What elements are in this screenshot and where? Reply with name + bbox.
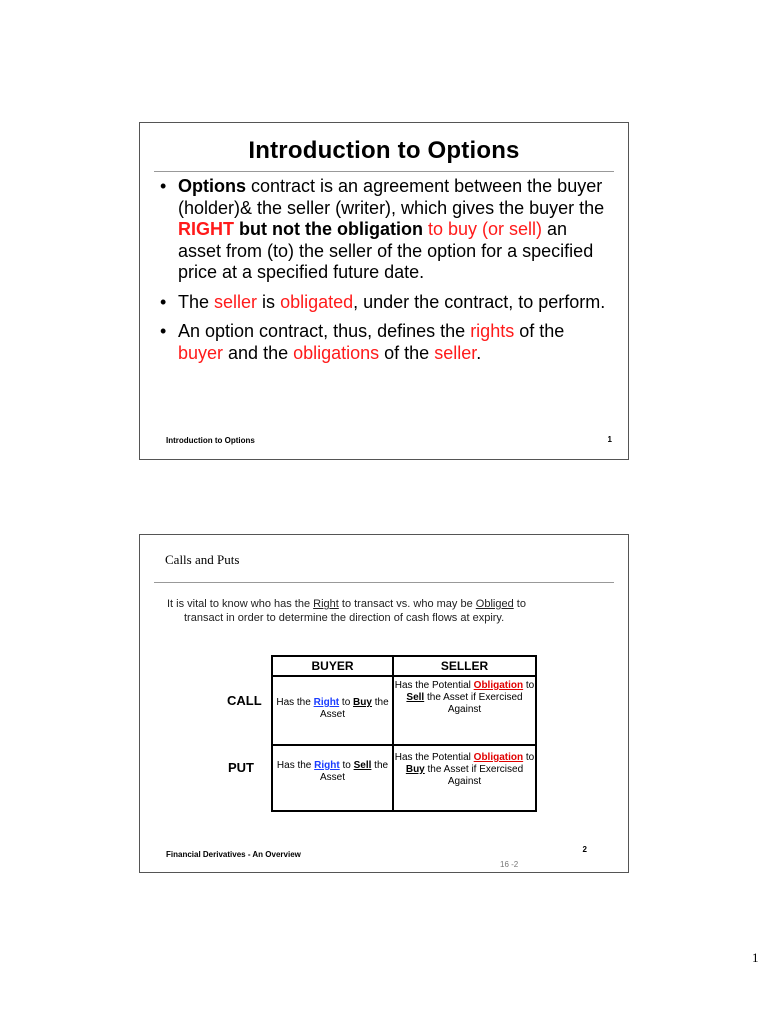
slide-page-number: 2 [582,845,587,854]
bullet-seller-obligated: • The seller is obligated, under the contract, to perform. [158,292,614,314]
slide-calls-and-puts [139,534,629,873]
table-row-call [272,676,536,745]
cell-put-buyer: Has the Right to Sell the Asset [272,745,393,811]
calls-puts-table [271,655,537,812]
cell-call-seller: Has the Potential Obligation to Sell the Asset if Exercised Against [393,676,536,745]
intro-line-2: transact in order to determine the direction of cash flows at expiry. [184,612,505,624]
slide-introduction-to-options [139,122,629,460]
slide-footer: Financial Derivatives - An Overview [166,850,301,859]
bullet-options-definition: • Options contract is an agreement between the buyer (holder)& the seller (writer), which gives the buyer the RIGHT but not the obligation to buy (or sell) an asset from (to) the seller of the option for a specified price at a specified future date. [158,176,614,284]
column-header-seller: SELLER [393,656,536,676]
slide-title: Calls and Puts [165,552,240,567]
bullet-rights-obligations: • An option contract, thus, defines the rights of the buyer and the obligations of the seller. [158,321,614,364]
cell-put-seller: Has the Potential Obligation to Buy the Asset if Exercised Against [393,745,536,811]
table-header-row [272,656,536,676]
cell-call-buyer: Has the Right to Buy the Asset [272,676,393,745]
slide-footer: Introduction to Options [166,436,255,445]
row-label-put: PUT [228,760,254,775]
row-label-call: CALL [227,693,262,708]
title-divider [154,171,614,172]
slide-code: 16 -2 [500,860,519,869]
title-divider [154,582,614,583]
column-header-buyer: BUYER [272,656,393,676]
bullet-list [158,176,614,372]
table-row-put [272,745,536,811]
intro-text [167,597,597,625]
intro-line-1: It is vital to know who has the Right to transact vs. who may be Obliged to [167,598,526,610]
slide-title: Introduction to Options [248,137,520,164]
document-page-number: 1 [752,950,759,965]
slide-page-number: 1 [607,435,612,444]
